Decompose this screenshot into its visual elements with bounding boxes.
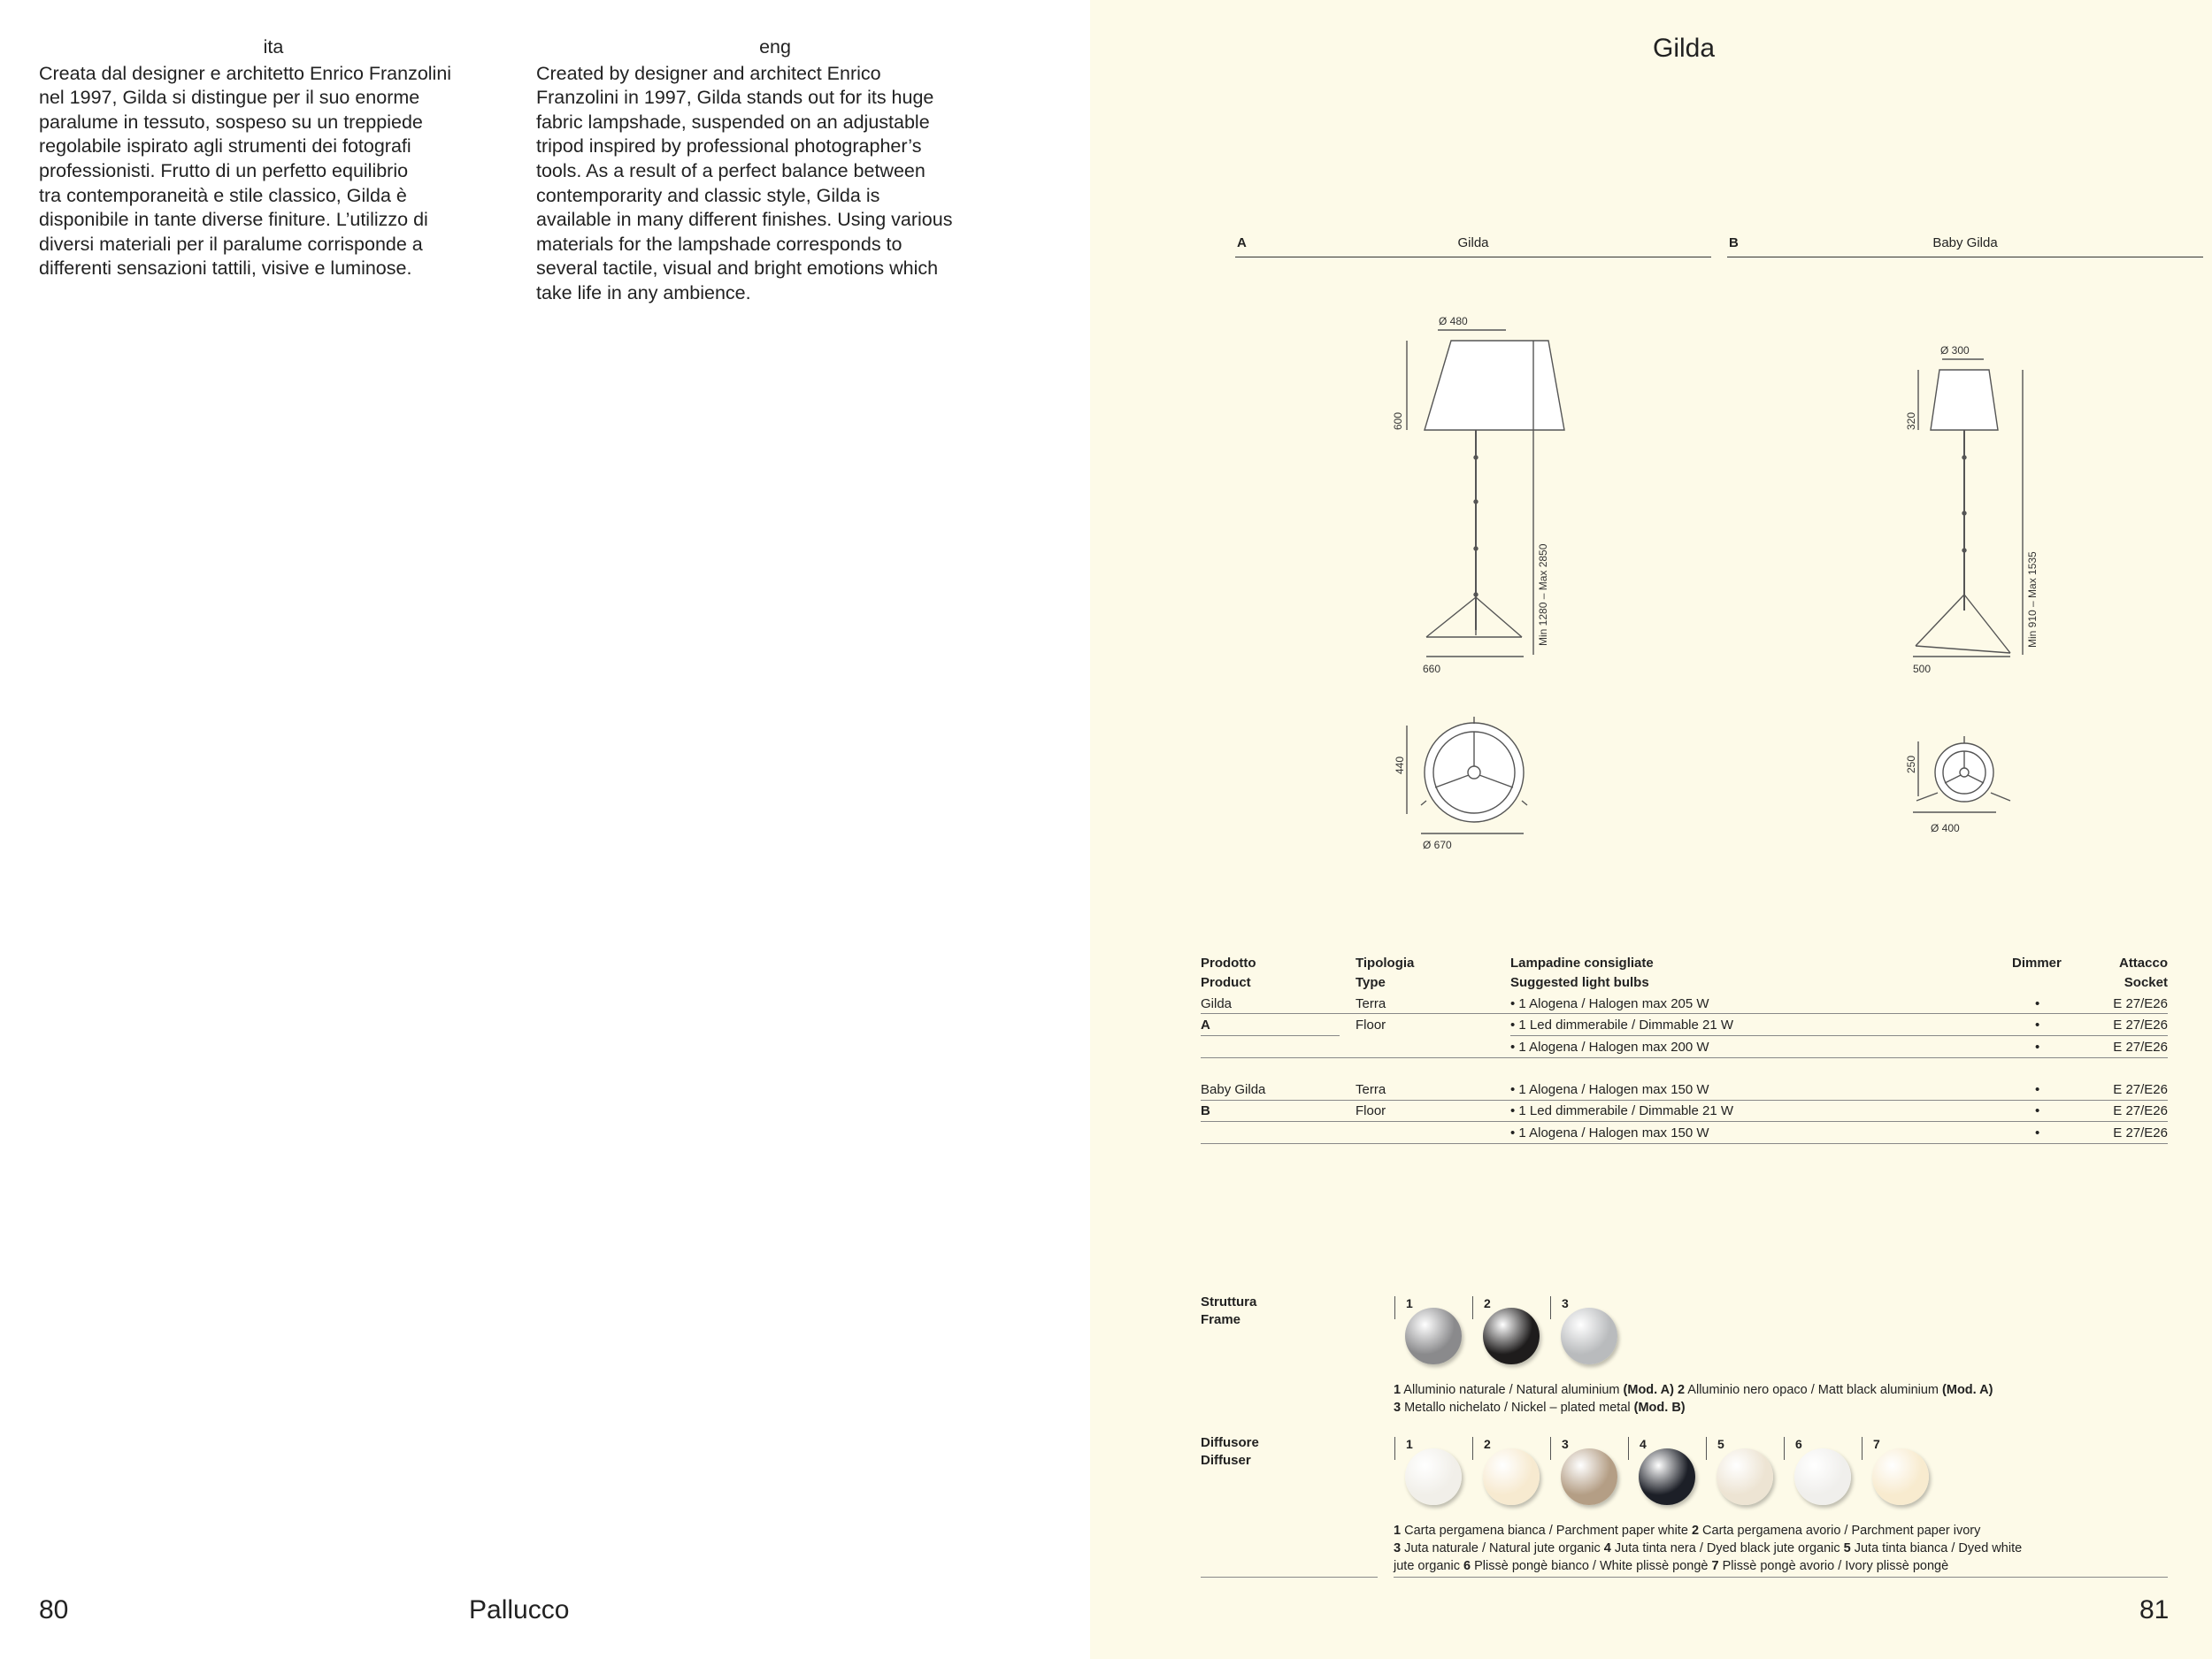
cell-dimmer: •	[2035, 1040, 2040, 1055]
text-line: tripod inspired by professional photographer’s	[536, 135, 922, 157]
page-title: Gilda	[1653, 34, 1716, 63]
gilda-top-drawing	[1407, 717, 1527, 833]
frame-label	[1201, 1294, 1256, 1329]
cell-bulb: • 1 Led dimmerabile / Dimmable 21 W	[1510, 1103, 1734, 1118]
text-line: Created by designer and architect Enrico	[536, 62, 881, 84]
diffuser-swatch-white-plisse	[1794, 1448, 1851, 1505]
header-text: Lampadine consigliate	[1510, 956, 1654, 971]
row-divider	[1201, 1143, 2168, 1144]
cell-product: Baby Gilda	[1201, 1082, 1266, 1097]
text-line: fabric lampshade, suspended on an adjustable	[536, 111, 930, 133]
gilda-shade-height: 600	[1392, 411, 1404, 430]
cell-socket: E 27/E26	[2113, 1082, 2168, 1097]
text-line: Franzolini in 1997, Gilda stands out for its huge	[536, 87, 934, 109]
text-line: materials for the lampshade corresponds to	[536, 233, 902, 255]
header-text: Product	[1201, 975, 1251, 990]
text-line: several tactile, visual and bright emotions which	[536, 257, 939, 280]
cell-bulb: • 1 Alogena / Halogen max 150 W	[1510, 1125, 1709, 1141]
label-text: Struttura	[1201, 1294, 1257, 1310]
cell-socket: E 27/E26	[2113, 996, 2168, 1011]
language-label-eng: eng	[759, 36, 791, 58]
diffuser-swatch-number: 3	[1550, 1437, 1569, 1460]
diffuser-swatch-natural-jute	[1561, 1448, 1617, 1505]
model-name: Baby Gilda	[1932, 235, 1998, 250]
cell-dimmer: •	[2035, 996, 2040, 1011]
diffuser-swatch-number: 4	[1628, 1437, 1647, 1460]
table-row	[1201, 1038, 2168, 1059]
header-text: Type	[1356, 975, 1386, 990]
cell-type: Floor	[1356, 1018, 1386, 1033]
diffuser-swatch-number: 7	[1862, 1437, 1880, 1460]
footer-divider	[1201, 1577, 1378, 1578]
diffuser-swatch-number: 1	[1394, 1437, 1413, 1460]
cell-dimmer: •	[2035, 1125, 2040, 1141]
text-line: paralume in tessuto, sospeso su un treppiede	[39, 111, 423, 133]
header-text: Attacco	[2118, 956, 2168, 971]
cell-bulb: • 1 Alogena / Halogen max 205 W	[1510, 996, 1709, 1011]
frame-swatch-nickel-plated	[1561, 1308, 1617, 1364]
label-text: Frame	[1201, 1312, 1241, 1327]
diffuser-swatch-black-jute	[1639, 1448, 1695, 1505]
diffuser-caption: 1 Carta pergamena bianca / Parchment paper white 2 Carta pergamena avorio / Parchment paper ivory 3 Juta naturale / Natural jute organic 4 Juta tinta nera / Dyed black jute organic 5 Juta tinta bianca / Dyed white jute organic 6 Plissè pongè bianco / White plissè pongè 7 Plissè pongè avorio / Ivory plissè pongè	[1394, 1524, 2023, 1573]
gilda-shade-diameter: Ø 480	[1439, 315, 1468, 327]
left-page	[0, 0, 1090, 1659]
text-line: differenti sensazioni tattili, visive e luminose.	[39, 257, 412, 280]
header-text: Suggested light bulbs	[1510, 975, 1649, 990]
header-text: Socket	[2124, 975, 2168, 990]
frame-swatch-natural-aluminium	[1405, 1308, 1462, 1364]
row-divider	[1201, 1121, 2168, 1122]
cell-type: Terra	[1356, 996, 1386, 1011]
cell-bulb: • 1 Alogena / Halogen max 150 W	[1510, 1082, 1709, 1097]
model-b-header	[1727, 235, 2203, 257]
italian-text	[39, 62, 508, 281]
cell-socket: E 27/E26	[2113, 1103, 2168, 1118]
cell-product: B	[1201, 1103, 1210, 1118]
text-line: nel 1997, Gilda si distingue per il suo enorme	[39, 87, 420, 109]
text-line: contemporarity and classic style, Gilda is	[536, 184, 880, 206]
model-name: Gilda	[1457, 235, 1489, 250]
label-text: Diffuser	[1201, 1453, 1251, 1468]
text-line: Creata dal designer e architetto Enrico Franzolini	[39, 62, 452, 84]
frame-swatch-number: 1	[1394, 1296, 1413, 1319]
text-line: tools. As a result of a perfect balance between	[536, 159, 926, 181]
row-divider	[1201, 1035, 1340, 1036]
row-divider	[1510, 1035, 2168, 1036]
cell-type: Terra	[1356, 1082, 1386, 1097]
diffuser-swatch-ivory-plisse	[1872, 1448, 1929, 1505]
header-text: Prodotto	[1201, 956, 1256, 971]
cell-product: A	[1201, 1018, 1210, 1033]
model-letter: A	[1237, 235, 1247, 250]
frame-swatch-matt-black	[1483, 1308, 1540, 1364]
label-text: Diffusore	[1201, 1435, 1259, 1450]
technical-drawings	[1090, 265, 2212, 867]
header-dimmer: Dimmer	[2012, 956, 2062, 971]
diffuser-swatch-parchment-white	[1405, 1448, 1462, 1505]
text-line: disponibile in tante diverse finiture. L’utilizzo di	[39, 209, 428, 231]
footer-divider	[1394, 1577, 2168, 1578]
text-line: diversi materiali per il paralume corrisponde a	[39, 233, 423, 255]
english-text	[536, 62, 1014, 306]
brand-name: Pallucco	[469, 1595, 570, 1624]
gilda-height-range: Min 1280 – Max 2850	[1537, 543, 1549, 646]
header-text: Tipologia	[1356, 956, 1415, 971]
diffuser-swatch-number: 2	[1472, 1437, 1491, 1460]
cell-dimmer: •	[2035, 1103, 2040, 1118]
cell-socket: E 27/E26	[2113, 1125, 2168, 1141]
frame-swatch-number: 2	[1472, 1296, 1491, 1319]
table-row	[1201, 1124, 2168, 1145]
baby-gilda-base-width: 500	[1913, 663, 1932, 675]
diffuser-swatch-white-jute	[1717, 1448, 1773, 1505]
baby-gilda-top-diameter: Ø 400	[1931, 822, 1960, 834]
model-a-header	[1235, 235, 1711, 257]
baby-gilda-height-range: Min 910 – Max 1535	[2026, 551, 2039, 648]
text-line: tra contemporaneità e stile classico, Gilda è	[39, 184, 407, 206]
table-row	[1201, 1016, 2168, 1037]
baby-gilda-top-depth: 250	[1905, 755, 1917, 773]
cell-dimmer: •	[2035, 1082, 2040, 1097]
text-line: available in many different finishes. Using various	[536, 209, 953, 231]
gilda-base-width: 660	[1423, 663, 1441, 675]
cell-type: Floor	[1356, 1103, 1386, 1118]
cell-socket: E 27/E26	[2113, 1018, 2168, 1033]
table-row	[1201, 1102, 2168, 1123]
header-type	[1356, 954, 1414, 993]
header-bulbs	[1510, 954, 1654, 993]
text-line: professionisti. Frutto di un perfetto equilibrio	[39, 159, 409, 181]
frame-caption: 1 Alluminio naturale / Natural aluminium (Mod. A) 2 Alluminio nero opaco / Matt black aluminium (Mod. A) 3 Metallo nichelato / Nickel – plated metal (Mod. B)	[1394, 1383, 1993, 1415]
table-row	[1201, 1080, 2168, 1102]
english-column	[536, 35, 1014, 306]
diffuser-label	[1201, 1434, 1259, 1470]
diffuser-swatch-number: 5	[1706, 1437, 1724, 1460]
baby-gilda-top-drawing	[1913, 736, 2010, 812]
cell-bulb: • 1 Alogena / Halogen max 200 W	[1510, 1040, 1709, 1055]
cell-product: Gilda	[1201, 996, 1233, 1011]
page-number-right: 81	[2139, 1595, 2170, 1624]
cell-dimmer: •	[2035, 1018, 2040, 1033]
cell-socket: E 27/E26	[2113, 1040, 2168, 1055]
row-divider	[1201, 1100, 2168, 1101]
baby-gilda-shade-diameter: Ø 300	[1940, 344, 1970, 357]
header-product	[1201, 954, 1256, 993]
row-divider	[1201, 1057, 2168, 1058]
text-line: regolabile ispirato agli strumenti dei fotografi	[39, 135, 411, 157]
model-letter: B	[1729, 235, 1739, 250]
text-line: take life in any ambience.	[536, 281, 751, 303]
frame-swatch-number: 3	[1550, 1296, 1569, 1319]
gilda-top-depth: 440	[1394, 756, 1406, 774]
diffuser-swatch-parchment-ivory	[1483, 1448, 1540, 1505]
header-socket	[2119, 954, 2168, 993]
baby-gilda-shade-height: 320	[1905, 411, 1917, 430]
row-divider	[1201, 1013, 2168, 1014]
cell-bulb: • 1 Led dimmerabile / Dimmable 21 W	[1510, 1018, 1734, 1033]
page-number-left: 80	[39, 1595, 69, 1624]
baby-gilda-side-drawing	[1913, 359, 2023, 657]
italian-column	[39, 35, 508, 281]
gilda-top-diameter: Ø 670	[1423, 839, 1452, 851]
diffuser-swatch-number: 6	[1784, 1437, 1802, 1460]
language-label-ita: ita	[263, 36, 284, 58]
